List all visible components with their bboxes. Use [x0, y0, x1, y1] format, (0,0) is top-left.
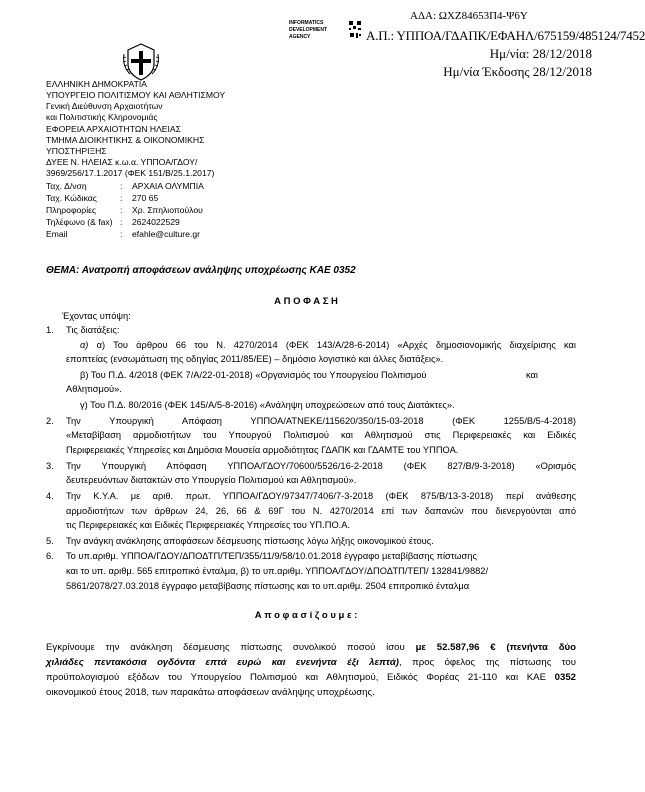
item-number: 2.: [46, 416, 54, 426]
decision-title: Α Π Ο Φ Α Σ Η: [274, 296, 338, 307]
contact-colon: :: [120, 205, 123, 215]
header-line: ΔΥΕΕ Ν. ΗΛΕΙΑΣ κ.ω.α. ΥΠΠΟΑ/ΓΔΟΥ/: [46, 157, 198, 167]
contact-value: efahle@culture.gr: [132, 229, 200, 239]
stamp-line: DEVELOPMENT: [289, 27, 328, 33]
item-text: Την ανάγκη ανάκλησης αποφάσεων δέσμευσης πίστωσης λόγω λήξης οικονομικού έτους.: [66, 536, 434, 546]
final-text: Εγκρίνουμε την ανάκληση δέσμευσης πίστωσης συνολικού ποσού ίσου: [46, 642, 416, 653]
item-text: [80, 338, 576, 352]
item-text: αρμοδιοτήτων των άρθρων 24, 26, 66 & 69Γ του Ν. 4270/2014 επί των δαπανών που διενεργούνται από: [66, 506, 576, 516]
item-number: 4.: [46, 491, 54, 501]
stamp-line: INFORMATICS: [289, 20, 324, 26]
header-line: ΥΠΟΣΤΗΡΙΞΗΣ: [46, 146, 107, 156]
header-line: ΕΦΟΡΕΙΑ ΑΡΧΑΙΟΤΗΤΩΝ ΗΛΕΙΑΣ: [46, 124, 181, 134]
subject-line: ΘΕΜΑ: Ανατροπή αποφάσεων ανάληψης υποχρέωσης ΚΑΕ 0352: [46, 265, 356, 276]
item-text: και το υπ. αριθμ. 565 επιτροπικό ένταλμα, β) το υπ.αριθμ. ΥΠΠΟΑ/ΓΔΟΥ/ΔΠΟΔΤΠ/ΤΕΠ/ 132841/9882/: [66, 566, 489, 576]
diavgeia-stamp: [286, 20, 366, 48]
item-text: γ) Του Π.Δ. 80/2016 (ΦΕΚ 145/Α/5-8-2016) «Ανάληψη υποχρεώσεων από τους Διατάκτες».: [80, 400, 455, 410]
item-text: β) Του Π.Δ. 4/2018 (ΦΕΚ 7/Α/22-01-2018) «Οργανισμός του Υπουργείου Πολιτισμού: [80, 370, 427, 380]
greek-coat-of-arms-icon: [120, 42, 162, 82]
having-regard: Έχοντας υπόψη:: [62, 311, 131, 321]
item-text: τις Περιφερειακές και Ειδικές Περιφερειακές Υπηρεσίες του ΥΠ.ΠΟ.Α.: [66, 520, 351, 530]
issue-date: Ημ/νία Έκδοσης 28/12/2018: [443, 64, 592, 79]
amount-in-words: χιλιάδες πεντακόσια ογδόντα επτά ευρώ και ενενήντα έξι λεπτά): [46, 657, 400, 668]
contact-label: Τηλέφωνο (& fax): [46, 217, 113, 227]
final-paragraph-line: οικονομικού έτους 2018, των παρακάτω αποφάσεων ανάληψης υποχρέωσης.: [46, 687, 375, 698]
header-line: και Πολιτιστικής Κληρονομιάς: [46, 112, 158, 122]
final-paragraph-line: [46, 641, 576, 655]
item-text: Την Κ.Υ.Α. με αριθ. πρωτ. ΥΠΠΟΑ/ΓΔΟΥ/97347/7406/7-3-2018 (ΦΕΚ 875/Β/13-3-2018) περί ανάθεσης: [66, 491, 576, 501]
document-date: Ημ/νία: 28/12/2018: [489, 46, 592, 61]
stamp-line: AGENCY: [289, 34, 311, 40]
item-number: 6.: [46, 551, 54, 561]
contact-value: Χρ. Σπηλιοπούλου: [132, 205, 203, 215]
contact-value: ΑΡΧΑΙΑ ΟΛΥΜΠΙΑ: [132, 181, 204, 191]
item-number: 1.: [46, 325, 54, 335]
contact-colon: :: [120, 229, 123, 239]
final-text: , προς όφελος της πίστωσης του: [399, 657, 577, 668]
header-line: Γενική Διεύθυνση Αρχαιοτήτων: [46, 101, 163, 111]
item-text: Το υπ.αριθμ. ΥΠΠΟΑ/ΓΔΟΥ/ΔΠΟΔΤΠ/ΤΕΠ/355/11/9/58/10.01.2018 έγγραφο μεταβίβασης πίστωσης: [66, 551, 477, 561]
contact-colon: :: [120, 193, 123, 203]
item-number: 3.: [46, 461, 54, 471]
contact-label: Email: [46, 229, 68, 239]
total-amount: με 52.587,96 € (πενήντα δύο: [415, 642, 576, 653]
final-text: προϋπολογισμού εξόδων του Υπουργείου Πολιτισμού και Αθλητισμού, Ειδικός Φορέας 21-110 και ΚΑΕ: [46, 672, 546, 683]
item-text: Την Υπουργική Απόφαση ΥΠΠΟΑ/ΓΔΟΥ/70600/5526/16-2-2018 (ΦΕΚ 827/Β/9-3-2018) «Ορισμός: [66, 461, 576, 471]
header-line: 3969/256/17.1.2017 (ΦΕΚ 151/Β/25.1.2017): [46, 168, 215, 178]
item-text: Περιφερειακές Υπηρεσίες και Δημόσια Μουσεία αρμοδιότητας ΓΔΑΠΚ και ΓΔΑΜΤΕ του ΥΠΠΟΑ.: [66, 445, 459, 455]
item-text: εποπτείας (ενσωμάτωση της οδηγίας 2011/85/ΕΕ) – δημόσιο λογιστικό και άλλες διατάξεις».: [66, 354, 444, 364]
contact-colon: :: [120, 217, 123, 227]
item-number: 5.: [46, 536, 54, 546]
item-text: Την Υπουργική Απόφαση ΥΠΠΟΑ/ΑΤΝΕΚΕ/115620/350/15-03-2018 (ΦΕΚ 1255/Β/5-4-2018): [66, 416, 576, 426]
decide-title: Α π ο φ α σ ί ζ ο υ μ ε :: [254, 610, 358, 621]
contact-label: Ταχ. Κώδικας: [46, 193, 97, 203]
item-marker: α): [80, 340, 89, 350]
header-line: ΥΠΟΥΡΓΕΙΟ ΠΟΛΙΤΙΣΜΟΥ ΚΑΙ ΑΘΛΗΤΙΣΜΟΥ: [46, 90, 226, 100]
contact-value: 270 65: [132, 193, 159, 203]
ada-code: ΑΔΑ: ΩΧΖ84653Π4-Ψ6Υ: [410, 10, 528, 22]
item-text: και: [526, 370, 538, 380]
header-line: ΤΜΗΜΑ ΔΙΟΙΚΗΤΙΚΗΣ & ΟΙΚΟΝΟΜΙΚΗΣ: [46, 135, 205, 145]
contact-value: 2624022529: [132, 217, 180, 227]
protocol-number: Α.Π.: ΥΠΠΟΑ/ΓΔΑΠΚ/ΕΦΑΗΛ/675159/485124/7452: [366, 28, 645, 43]
final-paragraph-line: [46, 671, 576, 685]
item-text: Αθλητισμού».: [66, 384, 122, 394]
item-text-part: α) Του άρθρου 66 του Ν. 4270/2014 (ΦΕΚ 143/Α/28-6-2014) «Αρχές δημοσιονομικής διαχείρισης και: [96, 340, 576, 350]
item-text: δευτερευόντων διατακτών στο Υπουργείο Πολιτισμού και Αθλητισμού».: [66, 475, 357, 485]
final-paragraph-line: [46, 656, 576, 670]
contact-colon: :: [120, 181, 123, 191]
item-text: Τις διατάξεις:: [66, 325, 120, 335]
stamp-qr-icon: [348, 20, 362, 40]
contact-label: Ταχ. Δ/νση: [46, 181, 87, 191]
kae-code: 0352: [545, 672, 576, 683]
item-text: 5861/2078/27.03.2018 έγγραφο μεταβίβασης πίστωσης και το υπ.αριθμ. 2504 επιτροπικό ένταλμα: [66, 581, 470, 591]
item-text: «Μεταβίβαση αρμοδιοτήτων του Υπουργού Πολιτισμού και Αθλητισμού στις Περιφερειακές και Ειδικές: [66, 430, 576, 440]
contact-label: Πληροφορίες: [46, 205, 97, 215]
header-line: ΕΛΛΗΝΙΚΗ ΔΗΜΟΚΡΑΤΙΑ: [46, 79, 147, 89]
